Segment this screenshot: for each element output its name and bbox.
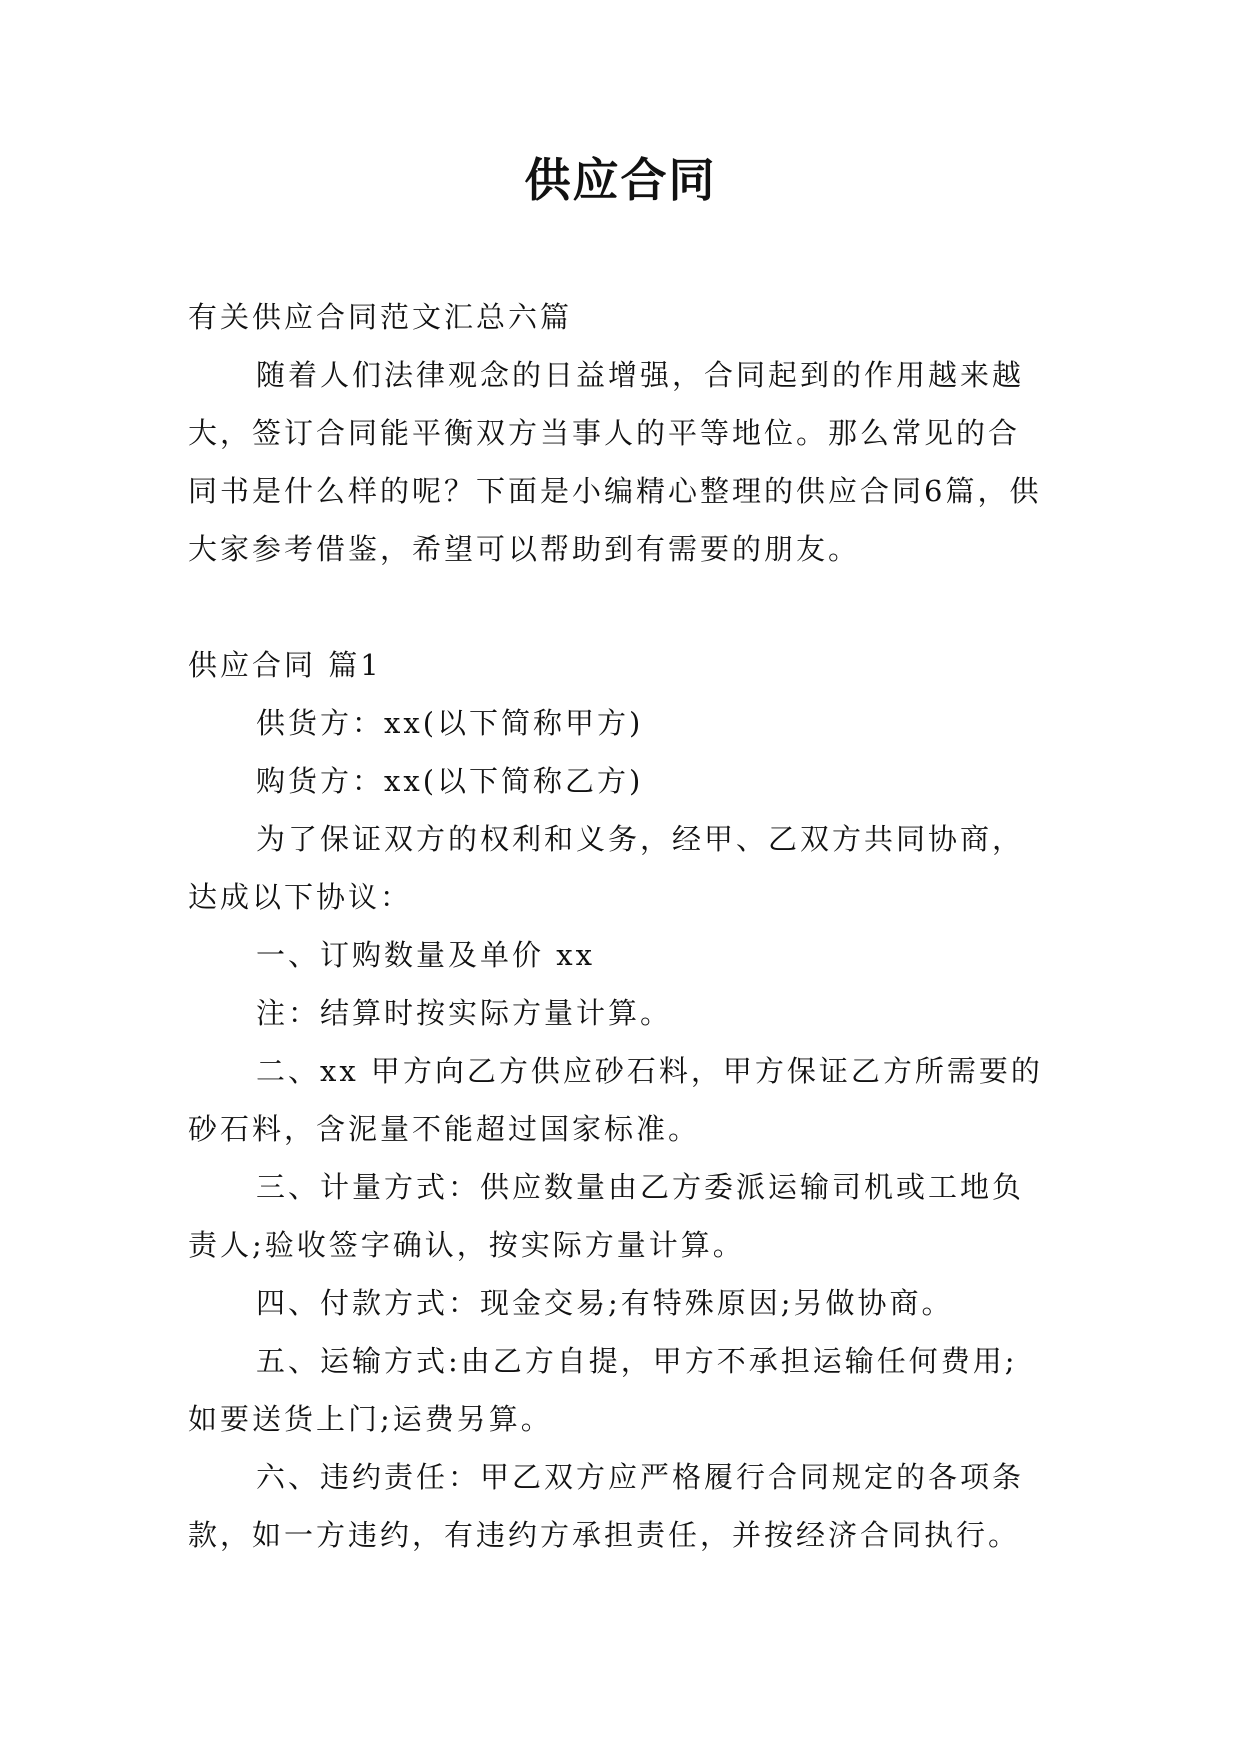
clause-payment: 四、付款方式：现金交易;有特殊原因;另做协商。: [256, 1286, 954, 1320]
document-title: 供应合同: [524, 153, 717, 207]
paragraph-spacer: [188, 578, 1048, 636]
intro-paragraph: 随着人们法律观念的日益增强，合同起到的作用越来越大，签订合同能平衡双方当事人的平等地位。那么常见的合同书是什么样的呢？下面是小编精心整理的供应合同6篇，供大家参考借鉴，希望可以帮助到有需要的朋友。: [188, 358, 1042, 566]
clause-measurement: 三、计量方式：供应数量由乙方委派运输司机或工地负责人;验收签字确认，按实际方量计算。: [188, 1170, 1025, 1262]
clause-quantity-price: 一、订购数量及单价 xx: [256, 938, 595, 972]
clause-liability: 六、违约责任：甲乙双方应严格履行合同规定的各项条款，如一方违约，有违约方承担责任，并按经济合同执行。: [188, 1460, 1025, 1552]
supplier-line: 供货方：xx(以下简称甲方): [256, 706, 644, 740]
clause-note: 注：结算时按实际方量计算。: [256, 996, 673, 1030]
clause-transport: 五、运输方式:由乙方自提，甲方不承担运输任何费用;如要送货上门;运费另算。: [188, 1344, 1018, 1436]
buyer-line: 购货方：xx(以下简称乙方): [256, 764, 644, 798]
section-heading: 供应合同 篇1: [188, 648, 382, 682]
clause-supply: 二、xx 甲方向乙方供应砂石料，甲方保证乙方所需要的砂石料，含泥量不能超过国家标准。: [188, 1054, 1043, 1146]
document-subtitle: 有关供应合同范文汇总六篇: [188, 300, 573, 334]
agreement-preamble: 为了保证双方的权利和义务，经甲、乙双方共同协商，达成以下协议：: [188, 822, 1025, 914]
document-body: [188, 288, 1048, 1564]
